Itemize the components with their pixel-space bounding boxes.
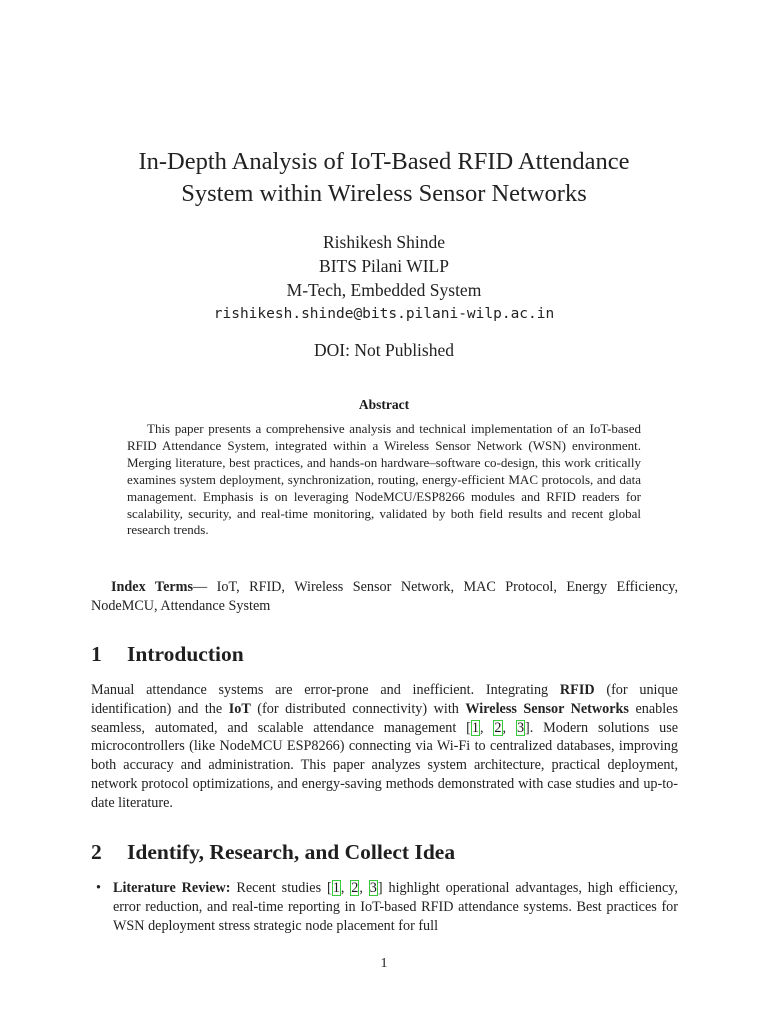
intro-bold-rfid: RFID [559,682,595,698]
section-2-title: Identify, Research, and Collect Idea [127,840,456,864]
intro-text-1: Manual attendance systems are error-prone and inefficient. Integrating [91,682,560,698]
index-terms [91,578,678,615]
citation-link-2[interactable]: 2 [351,880,359,896]
intro-bold-wsn: Wireless Sensor Networks [465,700,629,717]
doi: DOI: Not Published [314,340,454,360]
list-item: • Literature Review: Recent studies [1, 2, 3] highlight operational advantages, high efficiency, error reduction, and real-time reporting in IoT-based RFID attendance systems. Best practices for WSN deployment stress strategic node placement for full [96,880,678,934]
intro-text-2: (for unique identification) and the [91,682,678,717]
abstract-text: This paper presents a comprehensive analysis and technical implementation of an IoT-based RFID Attendance System, integrated within a Wireless Sensor Network (WSN) environment. Merging literature, best practices, and hands-on hardware–software co-design, this work critically examines system deployment, synchronization, routing, energy-efficient MAC protocols, and data management. Emphasis is on leveraging NodeMCU/ESP8266 modules and RFID readers for scalability, security, and real-time monitoring, validated by both field results and recent global research trends. [127,421,641,538]
bullet-label: Literature Review: [113,880,231,896]
intro-text-5: . Modern solutions use microcontrollers (like NodeMCU ESP8266) connecting via Wi-Fi to centralized databases, improving both accuracy and administration. This paper analyzes system architecture, practical deployment, network protocol optimizations, and energy-saving methods demonstrated with case studies and up-to-date literature. [91,719,679,811]
section-1-number: 1 [91,642,102,666]
citation-link-3[interactable]: 3 [516,719,525,736]
bullet-icon: • [96,880,101,896]
title-line-2: System within Wireless Sensor Networks [181,180,587,207]
bullet-text-1: Recent studies [230,880,327,896]
section-1-heading [91,642,678,667]
section-2-number: 2 [91,840,102,864]
intro-text-4: enables seamless, automated, and scalable attendance management [91,700,678,736]
index-terms-label: Index Terms [111,579,193,595]
abstract-heading: Abstract [358,397,410,412]
author-name: Rishikesh Shinde [322,232,446,252]
section-1-title: Introduction [127,642,244,666]
title-line-1: In-Depth Analysis of IoT-Based RFID Attendance [138,148,630,175]
intro-text-3: (for distributed connectivity) with [250,700,466,717]
paper-title [60,146,708,210]
citation-link-1[interactable]: 1 [471,719,479,736]
bullet-text-2: highlight operational advantages, high efficiency, error reduction, and real-time reporting in IoT-based RFID attendance systems. Best practices for WSN deployment stress strategic node placement for full [113,880,678,934]
index-terms-text: — IoT, RFID, Wireless Sensor Network, MAC Protocol, Energy Efficiency, NodeMCU, Attendance System [91,579,678,614]
author-program: M-Tech, Embedded System [286,280,482,300]
citation-link-3[interactable]: 3 [369,880,377,896]
citation-link-2[interactable]: 2 [494,719,502,736]
section-2-heading [91,840,678,865]
page-number: 1 [380,956,388,971]
author-email[interactable]: rishikesh.shinde@bits.pilani-wilp.ac.in [213,306,555,322]
section-1-paragraph: Manual attendance systems are error-prone and inefficient. Integrating RFID (for unique identification) and the IoT (for distributed connectivity) with Wireless Sensor Networks enables seamless, automated, and scalable attendance management [1, 2, 3]. Modern solutions use microcontrollers (like NodeMCU ESP8266) connecting via Wi-Fi to centralized databases, improving both accuracy and administration. This paper analyzes system architecture, practical deployment, network protocol optimizations, and energy-saving methods demonstrated with case studies and up-to-date literature. [91,682,679,811]
citation-link-1[interactable]: 1 [332,880,340,896]
intro-bold-iot: IoT [228,700,251,717]
author-affiliation: BITS Pilani WILP [319,256,449,276]
